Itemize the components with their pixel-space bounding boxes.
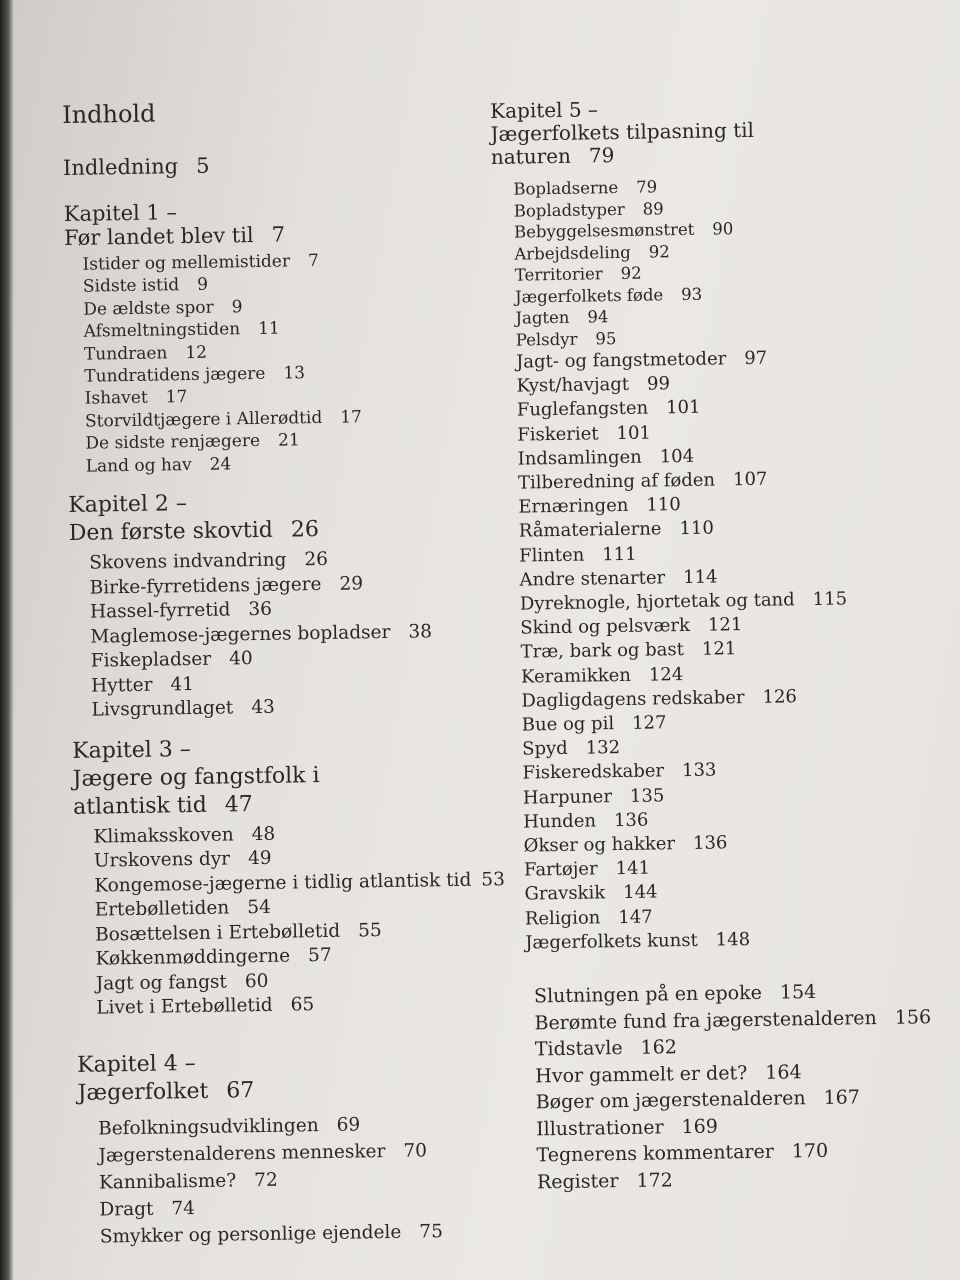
section-title: Religion [524,907,601,930]
toc-intro [63,149,483,180]
section-title: Jagt og fangst [95,971,228,995]
chapter-2-sections [69,545,492,723]
section-title: De ældste spor [83,297,214,320]
chapter-4-sections [78,1109,500,1251]
section-title: Tegnerens kommentarer [536,1140,775,1167]
section-title: Land og hav [85,454,192,477]
chapter-2 [68,485,489,548]
section-title: Kongemose-jægerne i tidlig atlantisk tid [94,869,472,897]
section-title: Tidstavle [534,1037,623,1061]
section-title: De sidste renjægere [85,431,261,454]
chapter-title-line1: Jægerfolkets tilpasning til [490,117,755,146]
section-title: Skind og pelsværk [520,615,691,639]
section-title: Slutningen på en epoke [533,981,763,1008]
section-page: 147 [618,906,653,928]
section-title: Tundraen [83,343,168,365]
section-page: 97 [744,347,768,370]
section-page: 94 [587,307,609,327]
section-title: Keramikken [520,664,632,688]
section-page: 24 [209,454,232,475]
chapter-page: 7 [271,222,286,247]
section-title: Dyreknogle, hjortetak og tand [519,589,795,615]
section-title: Illustrationer [535,1115,664,1140]
section-title: Klimaksskoven [93,823,234,848]
section-page: 135 [629,785,665,807]
section-page: 167 [823,1086,861,1109]
section-title: Livet i Ertebølletid [96,994,273,1019]
section-title: Kannibalisme? [98,1169,237,1194]
section-title: Fiskeriet [517,422,599,446]
section-page: 17 [165,387,188,408]
section-page: 101 [616,422,652,444]
section-title: Tundratidens jægere [84,363,266,387]
section-page: 162 [640,1036,678,1059]
section-page: 7 [307,250,319,272]
section-page: 60 [244,970,269,992]
back-matter [504,977,960,1196]
section-page: 79 [636,177,658,197]
chapter-label: Kapitel 5 – [489,97,599,123]
section-page: 13 [283,363,306,384]
section-title: Råmaterialerne [518,518,662,543]
chapter-title: Den første skovtid [68,517,274,547]
section-title: Dragt [99,1198,154,1221]
section-title: Bosættelsen i Ertebølletid [94,920,341,946]
chapter-label: Kapitel 4 – [76,1050,196,1078]
section-page: 136 [692,832,728,854]
section-page: 12 [185,342,208,363]
section-page: 17 [340,407,363,428]
list-item [100,1217,500,1250]
section-page: 92 [648,241,670,262]
section-page: 89 [642,198,664,219]
section-page: 121 [701,638,737,661]
section-page: 70 [403,1139,428,1162]
section-page: 36 [248,598,273,621]
section-page: 133 [681,759,717,782]
section-title: Fiskepladser [90,648,212,672]
section-page: 65 [290,994,315,1016]
section-page: 169 [681,1115,718,1138]
section-title: Økser og hakker [523,833,676,857]
chapter-title-line2: naturen [490,143,572,169]
section-title: Fiskeredskaber [522,760,665,785]
section-page: 95 [595,328,617,348]
section-title: Gravskik [524,882,606,906]
section-title: Harpuner [522,785,613,809]
section-title: Ishavet [84,388,148,410]
chapter-label: Kapitel 2 – [68,491,188,519]
section-title: Fartøjer [523,858,598,881]
toc-right-column [490,93,960,1196]
section-title: Køkkenmøddingerne [95,945,291,970]
list-item [96,990,496,1021]
chapter-5 [490,93,946,169]
section-title: Jægerfolkets føde [514,284,664,307]
chapter-4 [77,1045,498,1108]
section-title: Urskovens dyr [93,848,231,872]
section-title: Bøger om jægerstenalderen [535,1087,806,1114]
section-page: 99 [646,373,671,395]
section-page: 114 [682,566,718,588]
section-title: Birke-fyrretidens jægere [89,573,322,599]
section-page: 110 [646,494,681,516]
section-title: Hvor gammelt er det? [535,1061,748,1087]
section-page: 164 [765,1060,802,1084]
section-page: 54 [247,896,271,919]
section-title: Befolkningsudviklingen [97,1114,319,1140]
section-page: 72 [254,1169,278,1191]
toc-left-column [62,93,506,1250]
section-page: 90 [712,219,734,239]
section-page: 156 [894,1005,932,1029]
section-title: Storvildtjægere i Allerødtid [84,407,323,432]
section-page: 121 [707,614,743,636]
section-page: 74 [171,1197,196,1219]
section-page: 55 [357,919,382,942]
chapter-label: Kapitel 1 – [63,200,178,226]
section-title: Jægerstenalderens mennesker [98,1140,386,1167]
section-title: Jagt- og fangstmetoder [515,348,727,373]
chapter-title-row [73,787,493,822]
section-title: Tilberedning af føden [517,469,716,494]
chapter-3-sections [73,819,506,1022]
chapter-3 [72,731,493,822]
section-title: Ertebølletiden [94,897,230,921]
chapter-title: Jægerfolket [77,1078,209,1106]
section-title: Sidste istid [82,275,180,298]
section-title: Hytter [91,674,153,697]
section-title: Andre stenarter [519,567,666,591]
section-page: 93 [681,284,703,304]
section-page: 53 [481,868,506,891]
section-page: 110 [679,517,715,540]
section-page: 29 [339,572,364,595]
section-page: 132 [585,737,621,759]
section-title: Territorier [514,264,603,285]
section-title: Bopladserne [513,177,619,199]
section-title: Kyst/havjagt [516,374,630,397]
section-title: Indsamlingen [517,446,642,470]
section-page: 172 [636,1168,673,1192]
chapter-label: Kapitel 3 – [72,736,191,764]
section-page: 111 [602,543,637,565]
section-page: 49 [247,847,272,870]
chapter-title-line1: Jægere og fangstfolk i [72,762,320,792]
section-page: 154 [779,981,817,1004]
section-page: 21 [277,430,300,451]
section-title: Afsmeltningstiden [83,319,241,342]
section-page: 144 [623,881,658,904]
section-title: Skovens indvandring [89,549,287,574]
section-page: 57 [307,944,332,967]
section-page: 107 [732,468,768,491]
intro-page: 5 [195,153,210,178]
section-page: 170 [791,1139,829,1163]
chapter-title-row [491,139,946,169]
section-title: Smykker og personlige ejendele [99,1221,402,1248]
section-title: Dagligdagens redskaber [521,686,745,712]
section-title: Maglemose-jægernes bopladser [90,621,391,648]
section-page: 141 [615,857,651,880]
section-page: 9 [231,297,243,318]
section-page: 148 [715,928,751,951]
section-page: 9 [197,275,209,296]
section-title: Istider og mellemistider [82,251,291,275]
chapter-1-sections [64,247,487,478]
section-page: 75 [419,1220,444,1243]
section-page: 92 [620,263,642,283]
section-title: Register [536,1169,619,1193]
chapter-5-sections [491,172,958,956]
section-title: Fuglefangsten [516,397,649,422]
section-page: 38 [408,620,433,643]
section-title: Livsgrundlaget [91,697,234,721]
section-page: 43 [251,696,275,719]
chapter-1 [64,195,485,250]
section-page: 115 [812,588,848,611]
section-page: 48 [251,823,276,845]
chapter-title-line2: atlantisk tid [72,792,208,820]
chapter-page: 26 [290,517,320,543]
section-title: Hunden [523,810,597,833]
section-page: 40 [228,648,253,670]
section-title: Spyd [522,738,568,760]
section-title: Ernæringen [518,495,629,518]
section-title: Berømte fund fra jægerstenalderen [534,1006,877,1034]
section-title: Bebyggelsesmønstret [513,219,695,242]
section-title: Arbejdsdeling [514,242,631,264]
section-title: Jægerfolkets kunst [525,929,698,954]
section-page: 136 [613,809,649,831]
list-item [91,692,491,723]
chapter-page: 79 [588,143,615,168]
section-page: 104 [659,445,695,468]
section-page: 11 [258,318,280,340]
intro-title: Indledning [62,154,179,180]
section-title: Træ, bark og bast [520,639,685,664]
chapter-title: Før landet blev til [63,223,254,250]
section-page: 124 [648,663,684,686]
section-page: 126 [762,686,798,708]
section-title: Hassel-fyrretid [89,599,231,623]
section-title: Jagten [515,307,570,328]
section-page: 127 [631,712,667,734]
section-page: 26 [304,548,329,571]
chapter-page: 47 [224,791,254,818]
section-page: 69 [336,1114,361,1136]
section-title: Bopladstyper [513,199,625,221]
section-title: Bue og pil [521,713,615,736]
chapter-title-row [69,513,489,548]
chapter-title-row [77,1073,497,1108]
chapter-page: 67 [226,1077,255,1104]
section-page: 41 [170,673,195,695]
section-title: Pelsdyr [515,329,578,350]
section-page: 101 [665,397,701,419]
toc-heading: Indhold [62,99,156,129]
section-title: Flinten [518,544,585,567]
